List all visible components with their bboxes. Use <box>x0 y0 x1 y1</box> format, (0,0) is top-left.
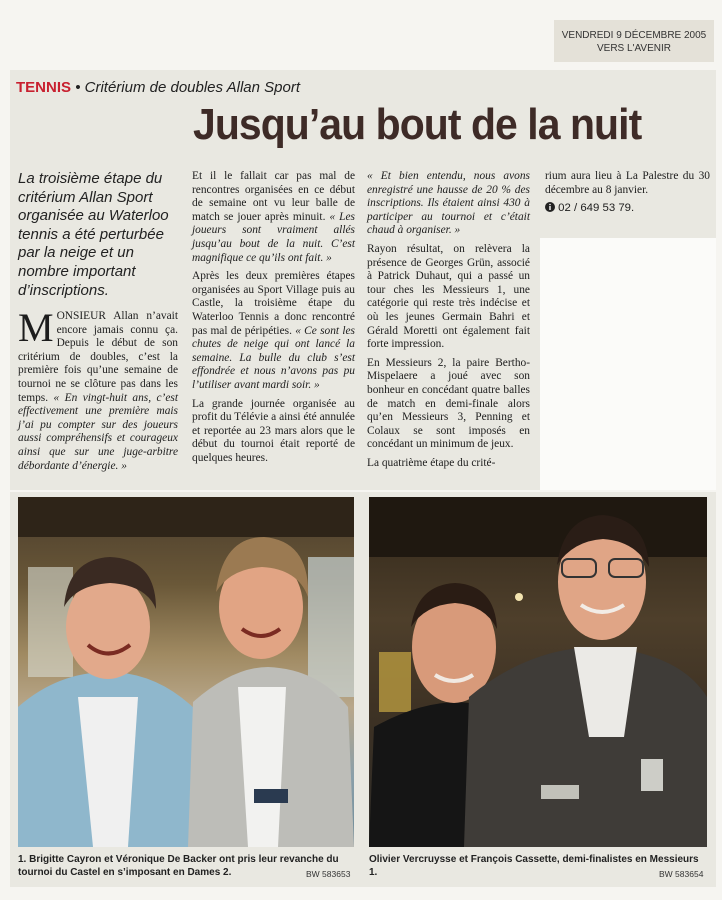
photo-women-doubles <box>18 497 354 847</box>
paragraph: rium aura lieu à La Palestre du 30 décembre au 8 janvier. <box>545 170 710 196</box>
photo-illustration <box>18 497 354 847</box>
paper-name: VERS L'AVENIR <box>597 43 671 54</box>
photo-caption-left: 1. Brigitte Cayron et Véronique De Backer ont pris leur revanche du tournoi du Castel en s’imposant en Dames 2. <box>18 854 339 878</box>
paragraph: La grande journée organisée au profit du Télévie a ainsi été annulée et reportée au 23 mars alors que le début du tournoi était reporté de quelques heures. <box>192 397 355 464</box>
paragraph: En Messieurs 2, la paire Bertho-Mispelaere a joué avec son bonheur en concédant quatre balles de match en demi-finale alors qu’en Messieurs 3, Penning et Colaux se sont imposés en concédant un minimum de jeux. <box>367 356 530 451</box>
article-column-1 <box>18 305 179 478</box>
photo-credit-right: BW 583654 <box>659 869 704 879</box>
photo-credit-left: BW 583653 <box>306 869 351 879</box>
article-column-2 <box>192 170 355 470</box>
info-circle-icon <box>545 202 555 212</box>
dropcap: M <box>18 305 54 350</box>
photo-illustration <box>369 497 707 847</box>
quote: « Et bien entendu, nous avons enregistré une hausse de 20 % des inscriptions. Ils étaient ainsi 430 à participer au tournoi et c’était chaud à organiser. » <box>367 170 530 237</box>
quote: « Ce sont les chutes de neige qui ont lancé la semaine. La bulle du club s’est effondrée et nous n’avons pas pu l’utiliser avant mardi soir. » <box>192 324 355 391</box>
paragraph: Et il le fallait car pas mal de rencontres organisées en ce début de semaine ont vu leur balle de match se jouer après minuit. <box>192 170 355 223</box>
article-column-3 <box>367 170 530 475</box>
quote: « Les joueurs sont vraiment allés jusqu’au bout de la nuit. C’est magnifique ce qu’ils ont fait. » <box>192 210 355 264</box>
paragraph: ONSIEUR Allan n’avait encore jamais connu ça. Depuis le début de son critérium de doubles, c’est la première fois qu’une semaine de tournoi ne se clôture pas dans les temps. <box>18 310 178 404</box>
rubric-subtitle: Critérium de doubles Allan Sport <box>84 79 301 96</box>
lead-paragraph: La troisième étape du critérium Allan Sport organisée au Waterloo tennis a été perturbée par la neige et un nombre important d’inscriptions. <box>18 170 169 299</box>
date-line: VENDREDI 9 DÉCEMBRE 2005 <box>561 30 707 41</box>
blank-area <box>540 238 716 490</box>
photo-caption-right: Olivier Vercruysse et François Cassette, demi-finalistes en Messieurs 1. <box>369 854 699 878</box>
paragraph: Après les deux premières étapes organisées au Sport Village puis au Castle, la troisième étape du Waterloo Tennis a donc rencontré pas mal de péripéties. <box>192 270 355 337</box>
rubric-line <box>16 79 300 96</box>
phone-line <box>545 202 710 216</box>
photo-men-semifinalists <box>369 497 707 847</box>
paragraph: Rayon résultat, on relèvera la présence de Georges Grün, associé à Patrick Duhaut, qui a passé un tour ches les Messieurs 1, une catégorie qui reste très indécise et où les jeunes Germain Bahri et Gérald Moretti ont également fait forte impression. <box>367 242 530 351</box>
rubric-separator: • <box>75 79 81 96</box>
quote: « En vingt-huit ans, c’est effectivement une première mais j’ai pu compter sur des joueurs aussi compréhensifs et courageux ainsi que sur une juge-arbitre débordante d’énergie. » <box>18 391 179 472</box>
paragraph: La quatrième étape du crité- <box>367 456 496 469</box>
phone-number: 02 / 649 53 79. <box>558 202 635 215</box>
date-box <box>554 20 714 62</box>
article-column-4 <box>545 170 710 221</box>
headline: Jusqu’au bout de la nuit <box>193 100 642 149</box>
rubric-tag: TENNIS <box>16 79 72 96</box>
